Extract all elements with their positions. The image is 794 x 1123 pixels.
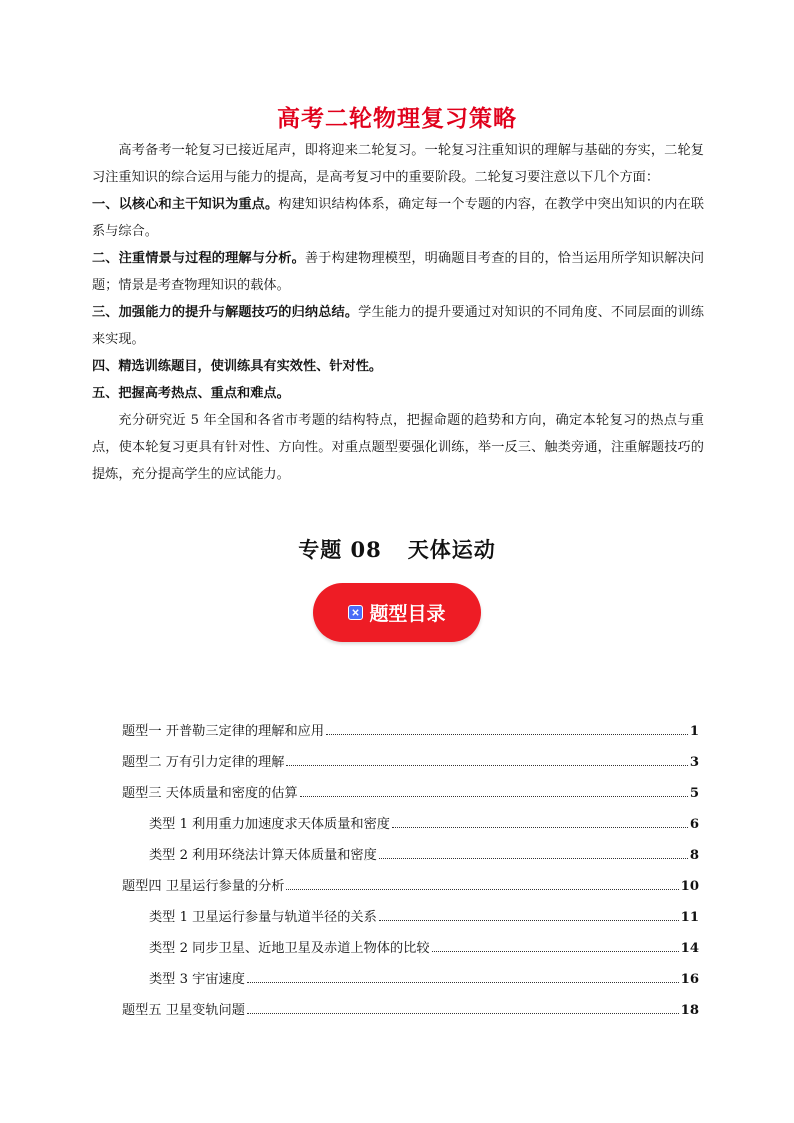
toc-entry-text: 类型 1 利用重力加速度求天体质量和密度: [149, 817, 390, 832]
point-5: [92, 380, 704, 407]
point-3-heading: 三、加强能力的提升与解题技巧的归纳总结。: [92, 305, 359, 320]
toc-leader-dots: [247, 982, 679, 983]
point-1-heading: 一、以核心和主干知识为重点。: [92, 197, 279, 212]
toc-entry-page: 11: [680, 910, 699, 925]
toc-subentry[interactable]: [122, 844, 699, 875]
point-3: [92, 299, 704, 353]
point-2: [92, 245, 704, 299]
toc-entry-page: 10: [680, 879, 699, 894]
toc-entry-text: 题型二 万有引力定律的理解: [122, 755, 285, 770]
section-number: 专题 08: [298, 537, 382, 562]
toc-entry-text: 类型 1 卫星运行参量与轨道半径的关系: [149, 910, 377, 925]
toc-leader-dots: [392, 827, 688, 828]
toc-subentry[interactable]: [122, 968, 699, 999]
toc-leader-dots: [432, 951, 679, 952]
toc-entry-page: 6: [689, 817, 699, 832]
toc-entry[interactable]: [122, 720, 699, 751]
point-2-heading: 二、注重情景与过程的理解与分析。: [92, 251, 305, 266]
point-4: [92, 353, 704, 380]
toc-subentry[interactable]: [122, 906, 699, 937]
toc-button-label: 题型目录: [369, 603, 446, 625]
point-1-text: 构建知识结构体系，确定每一个专题的内容，在教学中突出知识的内在联系与综合。: [92, 197, 704, 239]
toc-entry-page: 18: [680, 1003, 699, 1018]
point-5-heading: 五、把握高考热点、重点和难点。: [92, 386, 290, 401]
toc-entry-text: 类型 2 同步卫星、近地卫星及赤道上物体的比较: [149, 941, 430, 956]
point-4-heading: 四、精选训练题目，使训练具有实效性、针对性。: [92, 359, 383, 374]
table-of-contents: [122, 720, 699, 1030]
catalog-icon: [348, 605, 363, 620]
toc-leader-dots: [379, 920, 679, 921]
toc-entry-text: 题型一 开普勒三定律的理解和应用: [122, 724, 325, 739]
toc-leader-dots: [326, 734, 688, 735]
toc-subentry[interactable]: [122, 813, 699, 844]
toc-entry[interactable]: [122, 751, 699, 782]
toc-entry-page: 1: [689, 724, 699, 739]
closing-paragraph: 充分研究近 5 年全国和各省市考题的结构特点，把握命题的趋势和方向，确定本轮复习的热点与重点，使本轮复习更具有针对性、方向性。对重点题型要强化训练，举一反三、触类旁通，注重解题技巧的提炼，充分提高学生的应试能力。: [92, 413, 704, 482]
section-title: [0, 534, 794, 564]
toc-leader-dots: [286, 765, 687, 766]
toc-entry[interactable]: [122, 875, 699, 906]
toc-leader-dots: [286, 889, 678, 890]
point-1: [92, 191, 704, 245]
intro-paragraph: 高考备考一轮复习已接近尾声，即将迎来二轮复习。一轮复习注重知识的理解与基础的夯实，二轮复习注重知识的综合运用与能力的提高，是高考复习中的重要阶段。二轮复习要注意以下几个方面：: [92, 143, 704, 185]
toc-entry[interactable]: [122, 999, 699, 1030]
toc-entry-text: 题型三 天体质量和密度的估算: [122, 786, 298, 801]
toc-entry-page: 8: [689, 848, 699, 863]
toc-entry-text: 题型五 卫星变轨问题: [122, 1003, 245, 1018]
intro-text-block: [92, 137, 704, 488]
toc-entry-page: 3: [689, 755, 699, 770]
toc-button[interactable]: [313, 583, 481, 642]
toc-subentry[interactable]: [122, 937, 699, 968]
toc-entry-page: 16: [680, 972, 699, 987]
toc-entry-text: 题型四 卫星运行参量的分析: [122, 879, 285, 894]
toc-entry[interactable]: [122, 782, 699, 813]
toc-entry-page: 14: [680, 941, 699, 956]
toc-leader-dots: [247, 1013, 679, 1014]
page-title: 高考二轮物理复习策略: [277, 106, 517, 132]
toc-leader-dots: [379, 858, 688, 859]
point-3-text: 学生能力的提升要通过对知识的不同角度、不同层面的训练来实现。: [92, 305, 704, 347]
point-2-text: 善于构建物理模型，明确题目考查的目的，恰当运用所学知识解决问题；情景是考查物理知识的载体。: [92, 251, 705, 293]
toc-leader-dots: [300, 796, 688, 797]
toc-entry-text: 类型 2 利用环绕法计算天体质量和密度: [149, 848, 377, 863]
toc-entry-page: 5: [689, 786, 699, 801]
section-name: 天体运动: [407, 537, 496, 562]
toc-entry-text: 类型 3 宇宙速度: [149, 972, 245, 987]
